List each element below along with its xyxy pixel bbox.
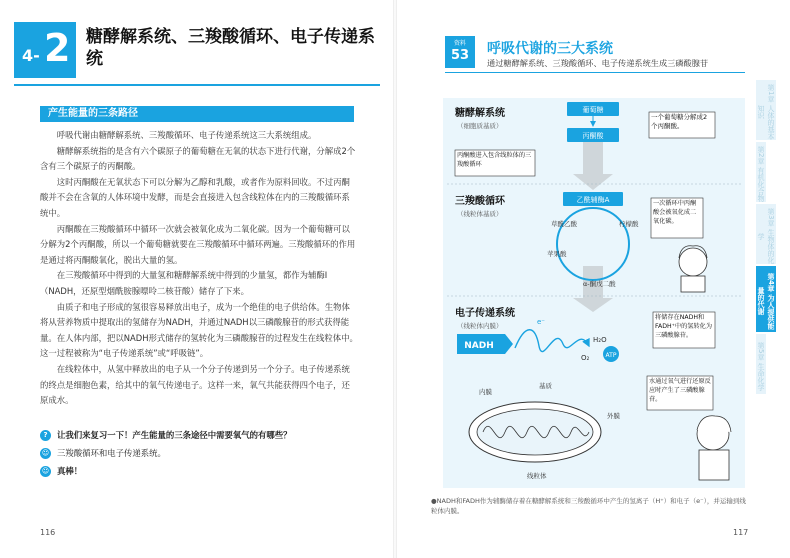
chapter-number: 2 bbox=[44, 26, 71, 70]
callout-tca: 一次循环中丙酮酸会被氧化成二氧化碳。 bbox=[653, 200, 697, 225]
tca-location: （线粒体基质） bbox=[457, 210, 503, 218]
praise-text: 真棒！ bbox=[57, 466, 83, 476]
pyruvate-note: 丙酮酸进入包含线粒体的三羧酸循环 bbox=[457, 152, 532, 168]
outer-membrane-label: 外膜 bbox=[607, 412, 620, 420]
etc-label: 电子传递系统 bbox=[455, 308, 515, 319]
section-heading: 产生能量的三条路径 bbox=[40, 106, 354, 122]
side-tab: 第2章 有机化合物 bbox=[756, 142, 766, 202]
malate-label: 苹果酸 bbox=[547, 250, 567, 258]
mitochondria-label: 线粒体 bbox=[527, 472, 547, 480]
page-number: 117 bbox=[733, 528, 749, 537]
matrix-label: 基质 bbox=[539, 382, 552, 390]
side-tab: 第3章 生物体的化学 bbox=[756, 204, 776, 264]
title-divider bbox=[14, 84, 380, 86]
glycolysis-label: 糖酵解系统 bbox=[455, 108, 505, 119]
flow-arrow bbox=[573, 138, 613, 190]
question-icon: ? bbox=[40, 430, 51, 441]
callout-water: 水通过氧气进行还原反应时产生了三磷酸腺苷。 bbox=[649, 378, 711, 403]
side-tab-active: 第4章 为人提供能量的代谢 bbox=[756, 266, 776, 332]
paragraph: 在三羧酸循环中得到的大量氢和糖酵解系统中得到的少量氢，都作为辅酶Ⅰ（NADH，还原型烟酰胺腺嘌呤二核苷酸）储存了下来。 bbox=[40, 270, 328, 296]
material-number: 53 bbox=[450, 48, 470, 63]
material-title: 呼吸代谢的三大系统 bbox=[487, 41, 613, 57]
review-praise bbox=[40, 464, 358, 478]
glycolysis-location: （细胞质基质） bbox=[457, 122, 503, 130]
electron-label: e⁻ bbox=[537, 318, 546, 326]
question-text: 让我们来复习一下！产生能量的三条途径中需要氧气的有哪些？ bbox=[57, 430, 292, 440]
paragraph: 这时丙酮酸在无氧状态下可以分解为乙醇和乳酸，或者作为原料回收。不过丙酮酸并不会在含氧的人体环境中发酵，而是会直接进入包含线粒体在内的三羧酸循环系统中。 bbox=[40, 176, 350, 218]
ketoglutarate-label: α-酮戊二酸 bbox=[583, 280, 616, 288]
footnote: ●NADH和FADH作为辅酶储存着在糖酵解系统和三羧酸循环中产生的氢离子（H⁺）和电子（e⁻），并运输到线粒体内膜。 bbox=[431, 497, 746, 515]
chapter-title: 糖酵解系统、三羧酸循环、电子传递系统 bbox=[86, 27, 375, 69]
review-question bbox=[40, 428, 358, 442]
paragraph: 丙酮酸在三羧酸循环中循环一次就会被氧化成为二氧化碳。因为一个葡萄糖可以分解为2个丙酮酸，所以一个葡萄糖就要在三羧酸循环中循环两遍。三羧酸循环的作用是通过将丙酮酸氧化，脱出大量的氢。 bbox=[40, 223, 356, 265]
pyruvate-label: 丙酮酸 bbox=[582, 132, 604, 140]
paragraph: 呼吸代谢由糖酵解系统、三羧酸循环、电子传递系统这三大系统组成。 bbox=[56, 130, 317, 140]
respiration-diagram bbox=[443, 98, 745, 488]
boy-illustration bbox=[697, 416, 731, 480]
paragraph: 糖酵解系统指的是含有六个碳原子的葡萄糖在无氧的状态下进行代谢，分解成2个含有三个碳原子的丙酮酸。 bbox=[40, 145, 356, 172]
chapter-prefix: 4- bbox=[22, 46, 40, 65]
acetyl-coa-label: 乙酰辅酶A bbox=[576, 196, 610, 204]
oxygen-label: O₂ bbox=[581, 354, 590, 362]
material-subtitle: 通过糖酵解系统、三羧酸循环、电子传递系统生成三磷酸腺苷 bbox=[487, 58, 709, 68]
face-icon: ☺ bbox=[41, 467, 50, 475]
oxaloacetate-label: 草酰乙酸 bbox=[551, 220, 577, 228]
page-number: 116 bbox=[40, 528, 56, 537]
side-tab: 第1章 人体的基本知识 bbox=[756, 80, 776, 140]
chapter-number-box bbox=[14, 22, 76, 78]
callout-glycolysis: 一个葡萄糖分解成2个丙酮酸。 bbox=[651, 113, 708, 130]
paragraph: 由质子和电子形成的氢很容易释放出电子，成为一个绝佳的电子供给体。生物体将从营养物质中提取出的氢储存为NADH，并通过NADH以三磷酸腺苷的形式获得能量。在人体内部，把以NADH形式储存的氢转化为三磷酸腺苷的过程发生在线粒体中。这一过程被称为“电子传递系统”或“呼吸链”。 bbox=[40, 301, 358, 359]
mitochondria-illustration bbox=[469, 402, 601, 462]
paragraph: 在线粒体中，从氢中释放出的电子从一个分子传递到另一个分子。电子传递系统的终点是细胞色素，给其中的氧气传递电子。这样一来，氧气共能获得四个电子，还原成水。 bbox=[40, 363, 350, 406]
professor-illustration bbox=[679, 246, 707, 292]
answer-text: 三羧酸循环和电子传递系统。 bbox=[57, 448, 166, 458]
face-icon: ☺ bbox=[41, 449, 50, 457]
diagram-svg bbox=[443, 98, 745, 488]
right-page bbox=[395, 0, 790, 558]
atp-label: ATP bbox=[605, 352, 617, 359]
water-label: H₂O bbox=[593, 336, 607, 344]
side-tab: 第5章 生命化学 bbox=[756, 334, 766, 394]
inner-membrane-label: 内膜 bbox=[479, 388, 492, 396]
electron-path bbox=[515, 330, 589, 352]
etc-location: （线粒体内膜） bbox=[457, 322, 503, 330]
material-label: 资料 bbox=[453, 40, 466, 47]
review-answer bbox=[40, 446, 358, 460]
body-text bbox=[40, 128, 358, 409]
tca-label: 三羧酸循环 bbox=[455, 196, 505, 207]
material-badge bbox=[445, 36, 475, 68]
callout-etc: 将储存在NADH和FADH⁺中的氢转化为三磷酸腺苷。 bbox=[655, 314, 713, 339]
flow-arrow bbox=[573, 266, 613, 312]
glucose-label: 葡萄糖 bbox=[582, 106, 604, 114]
nadh-label: NADH bbox=[464, 341, 494, 351]
material-divider bbox=[445, 72, 745, 73]
chapter-side-tabs bbox=[756, 80, 790, 396]
citrate-label: 柠檬酸 bbox=[619, 220, 639, 228]
